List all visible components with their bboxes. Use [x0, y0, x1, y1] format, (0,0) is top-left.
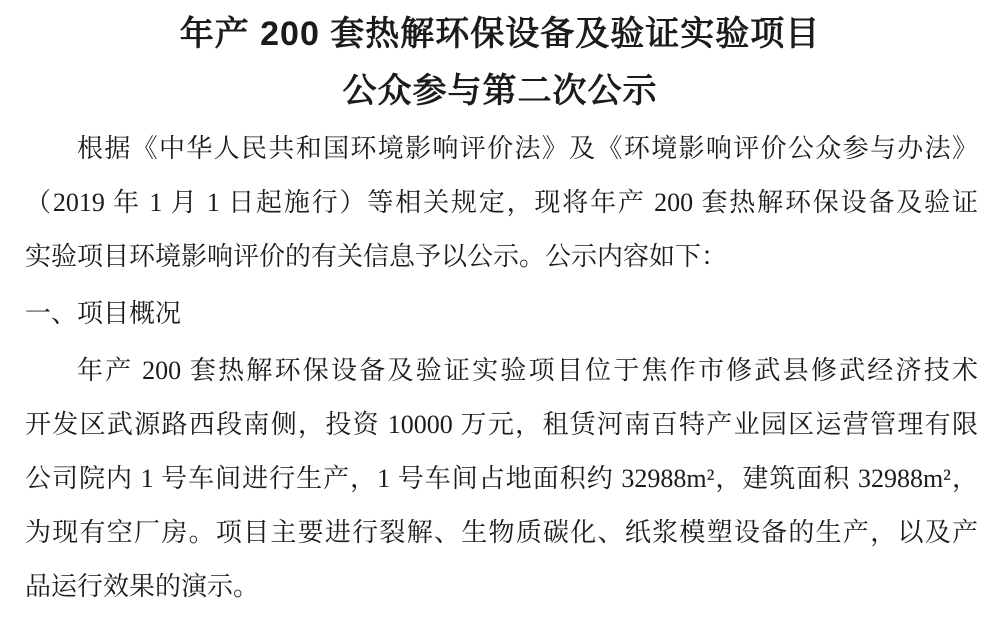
title-line-1: 年产 200 套热解环保设备及验证实验项目: [179, 15, 821, 53]
intro-paragraph-line-1: 根据《中华人民共和国环境影响评价法》及《环境影响评价公众参与办法》: [77, 134, 978, 163]
document-title: [0, 0, 1000, 120]
intro-paragraph-line-2: （2019 年 1 月 1 日起施行）等相关规定，现将年产 200 套热解环保设备及验证: [25, 188, 978, 217]
section1-paragraph-line-4: 为现有空厂房。项目主要进行裂解、生物质碳化、纸浆模塑设备的生产，以及产: [25, 518, 978, 547]
title-line-2: 公众参与第二次公示: [342, 72, 658, 110]
section1-paragraph-line-1: 年产 200 套热解环保设备及验证实验项目位于焦作市修武县修武经济技术: [77, 356, 978, 385]
section1-paragraph-line-5: 品运行效果的演示。: [25, 572, 260, 601]
document-body: [0, 120, 1000, 614]
section1-heading: 一、项目概况: [25, 299, 182, 328]
section1-paragraph-line-2: 开发区武源路西段南侧，投资 10000 万元，租赁河南百特产业园区运营管理有限: [25, 410, 978, 439]
intro-paragraph-line-3: 实验项目环境影响评价的有关信息予以公示。公示内容如下：: [25, 242, 728, 271]
section1-paragraph-line-3: 公司院内 1 号车间进行生产，1 号车间占地面积约 32988m²，建筑面积 32988m²，: [25, 464, 978, 493]
